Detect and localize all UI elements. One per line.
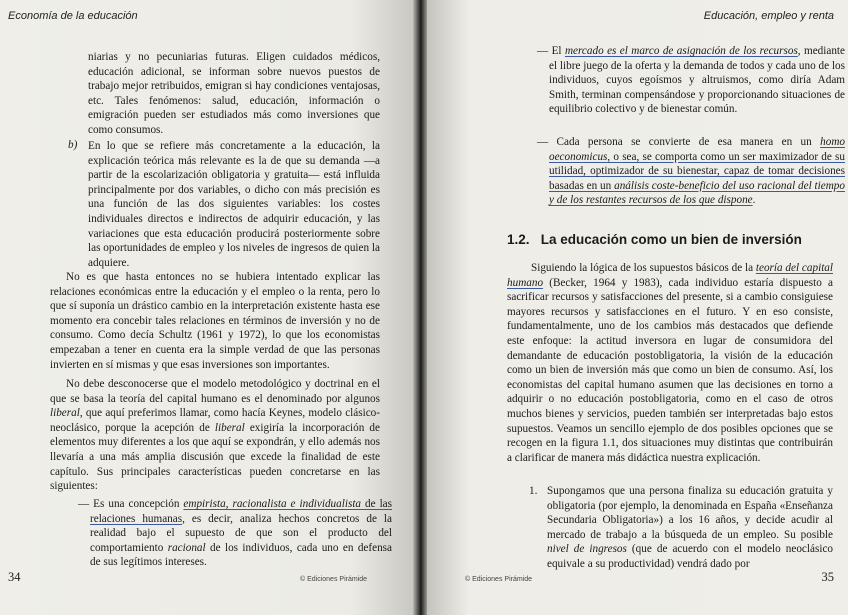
intro-paragraph: niarias y no pecuniarias futuras. Eligen cuidados médicos, educación adicional, se informan sobre nuevos puestos de trabajo mejor retribuidos, emigran si hay condiciones ventajosas, etc. Tales fenómenos: salud, educación, información o emigración pueden ser estudiados más como inversiones que como consumos. <box>88 51 380 136</box>
dash-item-empirista: — Es una concepción empirista, racionalista e individualista de las relaciones humanas, es decir, analiza hechos concretos de la realidad bajo el supuesto de que son el producto del comportamiento racional de los individuos, cada uno en defensa de sus legítimos intereses. <box>78 498 392 569</box>
paragraph-schultz: No es que hasta entonces no se hubiera intentado explicar las relaciones económicas entre la educación y el empleo o la renta, pero lo que sí suponía un drástico cambio en la interpretación existente hasta ese momento era concebir tales relaciones en términos de inversión y no de consumo. Como decía Schultz (1961 y 1972), lo que los economistas empezaban a tener en cuenta era la simple verdad de que las personas invierten en sí mismas y que esas inversiones son importantes. <box>50 271 380 371</box>
paragraph-model: No debe desconocerse que el modelo metodológico y doctrinal en el que se basa la teoría del capital humano es el denominado por algunos liberal, que aquí preferimos llamar, como hacía Keynes, modelo clásico-neoclásico, porque la acepción de liberal exigiría la incorporación de elementos muy diferentes a los que aquí se expondrán, y ello además nos llevaría a una más amplia discusión que excede la finalidad de este capítulo. Sus principales características pueden concretarse en las siguientes: <box>50 378 380 493</box>
section-number: 1.2. <box>507 232 530 247</box>
paragraph-inversion: Siguiendo la lógica de los supuestos básicos de la teoría del capital humano (Becker, 1964 y 1983), cada individuo estaría dispuesto a sacrificar recursos y satisfacciones del presente, si a cambio consiguiese mayores recursos y satisfacciones en el futuro. Y en eso consiste, fundamentalmente, uno de los cambios más destacados que defiende este enfoque: la actitud inversora en lugar de consumidora del demandante de educación postobligatoria, la visión de la educación como un bien de inversión más que como un bien de consumo. Así, los economistas del capital humano asumen que las decisiones en torno a adquirir o no educación postobligatoria, como en el caso de otros muchos bienes y servicios, pueden también ser interpretadas bajo estos supuestos. Veamos un sencillo ejemplo de dos posibles opciones que se recogen en la figura 1.1, dos situaciones muy distintas que contribuirán a clarificar de manera más didáctica nuestra explicación. <box>507 262 833 464</box>
left-page <box>0 0 413 615</box>
item-1-label: 1. <box>529 485 538 497</box>
right-page-number: 35 <box>821 570 834 584</box>
item-b-label: b) <box>68 139 78 151</box>
item-b-text: En lo que se refiere más concretamente a la educación, la explicación teórica más relevante es la de que su demanda —a partir de la escolarización obligatoria y gratuita— está influida principalmente por dos variables, o dicho con más precisión es una función de las dos siguientes variables: los costes individuales directos e indirectos de adquirir educación, y las variaciones que esta educación producirá posteriormente sobre las oportunidades de empleo y los niveles de ingresos de quien la adquiere. <box>88 140 380 269</box>
right-page <box>427 0 848 615</box>
item-1-text: Supongamos que una persona finaliza su educación gratuita y obligatoria (por ejemplo, la denominada en España «Enseñanza Secundaria Obligatoria») a los 16 años, y decide acudir al mercado de trabajo a la búsqueda de un empleo. Su posible nivel de ingresos (que de acuerdo con el modelo neoclásico equivale a su productividad) vendrá dado por <box>547 485 833 570</box>
book-gutter <box>413 0 427 615</box>
section-heading <box>507 232 802 247</box>
section-title: La educación como un bien de inversión <box>540 232 802 247</box>
dash-item-mercado: — El mercado es el marco de asignación de los recursos, mediante el libre juego de la oferta y la demanda de todos y cada uno de los individuos, cuyos egoísmos y altruismos, como diría Adam Smith, terminan compensándose y proporcionando situaciones de equilibrio colectivo y de bienestar común. <box>537 45 845 116</box>
left-publisher: © Ediciones Pirámide <box>300 576 368 583</box>
right-publisher: © Ediciones Pirámide <box>465 576 533 583</box>
right-running-head: Educación, empleo y renta <box>703 10 834 22</box>
left-page-number: 34 <box>8 570 21 584</box>
left-running-head: Economía de la educación <box>8 10 138 22</box>
dash-item-homo-oeconomicus: — Cada persona se convierte de esa manera en un homo oeconomicus, o sea, se comporta como un ser maximizador de su utilidad, optimizador de su bienestar, capaz de tomar decisiones basadas en un análisis coste-beneficio del uso racional del tiempo y de los restantes recursos de los que dispone. <box>537 136 845 207</box>
